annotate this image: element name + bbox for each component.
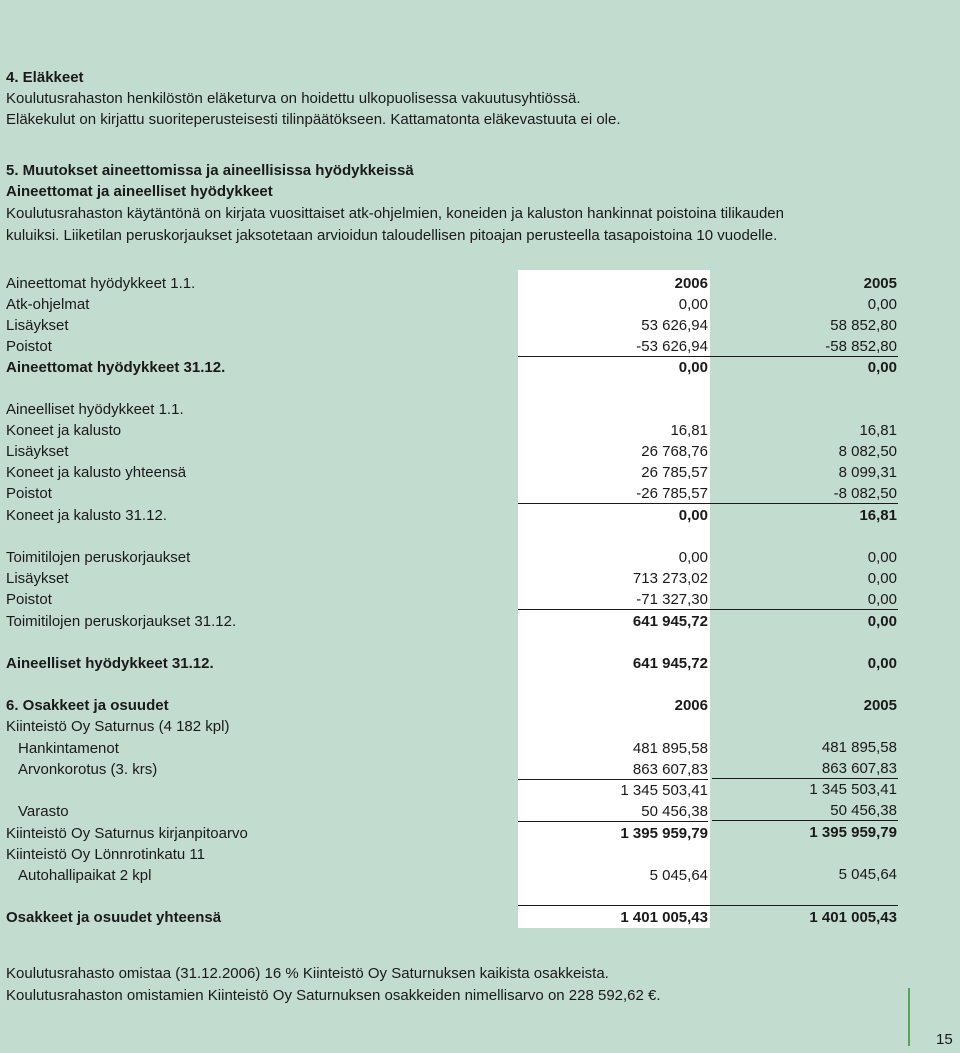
table-cell-2005: 0,00 [867, 359, 897, 376]
section-4-heading: 4. Eläkkeet [6, 69, 84, 86]
table-cell-2005: 16,81 [859, 422, 897, 439]
table-row-label: Koneet ja kalusto yhteensä [6, 464, 187, 481]
table-cell-2006: 26 768,76 [641, 443, 708, 460]
table-cell-2005: 8 082,50 [838, 443, 897, 460]
column-header-2005: 2005 [863, 275, 897, 292]
table-row-label: Aineelliset hyödykkeet 31.12. [6, 655, 214, 672]
table-cell-2006: 16,81 [670, 422, 708, 439]
table-cell-2005: 0,00 [867, 613, 897, 630]
table-cell-2006: 713 273,02 [632, 570, 708, 587]
table-cell-2006: 53 626,94 [641, 317, 708, 334]
table-row-label: Toimitilojen peruskorjaukset [6, 549, 191, 566]
table-row-label: Toimitilojen peruskorjaukset 31.12. [6, 613, 237, 630]
column-header-2006: 2006 [674, 275, 708, 292]
table-cell-2006: 0,00 [678, 549, 708, 566]
table-row-label: Autohallipaikat 2 kpl [18, 867, 152, 884]
table-cell-2006: 481 895,58 [632, 740, 708, 757]
table-row-label: Aineettomat hyödykkeet 31.12. [6, 359, 226, 376]
table-row-label: Kiinteistö Oy Lönnrotinkatu 11 [6, 846, 206, 863]
table-cell-2006: 0,00 [678, 359, 708, 376]
column-header-2006: 2006 [674, 697, 708, 714]
table-cell-2005: 5 045,64 [838, 866, 897, 883]
table-cell-2006: 863 607,83 [632, 761, 708, 778]
table-cell-2005: 16,81 [859, 507, 897, 524]
table-cell-2005: 58 852,80 [830, 317, 897, 334]
table-row-label: Varasto [18, 803, 69, 820]
table-cell-2006: 1 345 503,41 [620, 782, 708, 799]
subtotal-rule [712, 820, 898, 821]
total-rule [518, 905, 898, 906]
table-row-label: Kiinteistö Oy Saturnus kirjanpitoarvo [6, 825, 248, 842]
section-5-subheading: Aineettomat ja aineelliset hyödykkeet [6, 183, 273, 200]
section-5-text-line1: Koulutusrahaston käytäntönä on kirjata vuosittaiset atk-ohjelmien, koneiden ja kaluston hankinnat poistoina tilikauden [6, 205, 784, 222]
table-cell-2006: -53 626,94 [636, 338, 708, 355]
table-cell-2006: 50 456,38 [641, 803, 708, 820]
table-row-label: Poistot [6, 485, 52, 502]
table-cell-2006: 1 395 959,79 [620, 825, 708, 842]
table-cell-2005: 863 607,83 [821, 760, 897, 777]
table-row-label: Arvonkorotus (3. krs) [18, 761, 158, 778]
table-row-label: Osakkeet ja osuudet yhteensä [6, 909, 222, 926]
table-row-label: Koneet ja kalusto [6, 422, 122, 439]
table-cell-2005: 1 345 503,41 [809, 781, 897, 798]
table-row-label: Lisäykset [6, 317, 69, 334]
table-cell-2005: 1 401 005,43 [809, 909, 897, 926]
section-6-heading: 6. Osakkeet ja osuudet [6, 697, 169, 714]
footer-note-line2: Koulutusrahaston omistamien Kiinteistö Oy Saturnuksen osakkeiden nimellisarvo on 228 592,62 €. [6, 987, 661, 1004]
table-cell-2005: 0,00 [867, 570, 897, 587]
table-cell-2006: 641 945,72 [632, 655, 708, 672]
table-cell-2005: -8 082,50 [833, 485, 897, 502]
table-row-label: Koneet ja kalusto 31.12. [6, 507, 167, 524]
table-cell-2006: 5 045,64 [649, 867, 708, 884]
table-row-label: Hankintamenot [18, 740, 119, 757]
table-row-label: Atk-ohjelmat [6, 296, 90, 313]
table-cell-2005: 1 395 959,79 [809, 824, 897, 841]
table-row-label: Poistot [6, 591, 52, 608]
table-cell-2005: 481 895,58 [821, 739, 897, 756]
subtotal-rule [712, 778, 898, 779]
table-cell-2006: -71 327,30 [636, 591, 708, 608]
section-4-text-line2: Eläkekulut on kirjattu suoriteperusteisesti tilinpäätökseen. Kattamatonta eläkevastuuta ei ole. [6, 111, 621, 128]
page-number: 15 [936, 1031, 953, 1048]
table-row-label: Lisäykset [6, 570, 69, 587]
table-cell-2005: 8 099,31 [838, 464, 897, 481]
table-cell-2006: 1 401 005,43 [620, 909, 708, 926]
subtotal-rule [518, 609, 898, 610]
table-cell-2005: -58 852,80 [825, 338, 897, 355]
table-cell-2005: 0,00 [867, 296, 897, 313]
table-cell-2006: 641 945,72 [632, 613, 708, 630]
table-row-label: Aineettomat hyödykkeet 1.1. [6, 275, 196, 292]
table-row-label: Aineelliset hyödykkeet 1.1. [6, 401, 184, 418]
subtotal-rule [518, 821, 708, 822]
table-cell-2006: -26 785,57 [636, 485, 708, 502]
table-cell-2005: 0,00 [867, 655, 897, 672]
table-cell-2005: 0,00 [867, 591, 897, 608]
subtotal-rule [518, 356, 898, 357]
table-row-label: Poistot [6, 338, 52, 355]
section-5-text-line2: kuluiksi. Liiketilan peruskorjaukset jaksotetaan arvioidun taloudellisen pitoajan perusteella tasapoistoina 10 vuodelle. [6, 227, 778, 244]
table-cell-2005: 0,00 [867, 549, 897, 566]
page-marker-bar [908, 988, 910, 1046]
section-4-text-line1: Koulutusrahaston henkilöstön eläketurva on hoidettu ulkopuolisessa vakuutusyhtiössä. [6, 90, 581, 107]
table-cell-2006: 0,00 [678, 507, 708, 524]
section-5-heading: 5. Muutokset aineettomissa ja aineellisissa hyödykkeissä [6, 162, 414, 179]
column-header-2005: 2005 [863, 697, 897, 714]
subtotal-rule [518, 779, 708, 780]
table-cell-2006: 26 785,57 [641, 464, 708, 481]
table-cell-2005: 50 456,38 [830, 802, 897, 819]
table-row-label: Kiinteistö Oy Saturnus (4 182 kpl) [6, 718, 230, 735]
table-row-label: Lisäykset [6, 443, 69, 460]
footer-note-line1: Koulutusrahasto omistaa (31.12.2006) 16 % Kiinteistö Oy Saturnuksen kaikista osakkeista. [6, 965, 609, 982]
subtotal-rule [518, 503, 898, 504]
table-cell-2006: 0,00 [678, 296, 708, 313]
